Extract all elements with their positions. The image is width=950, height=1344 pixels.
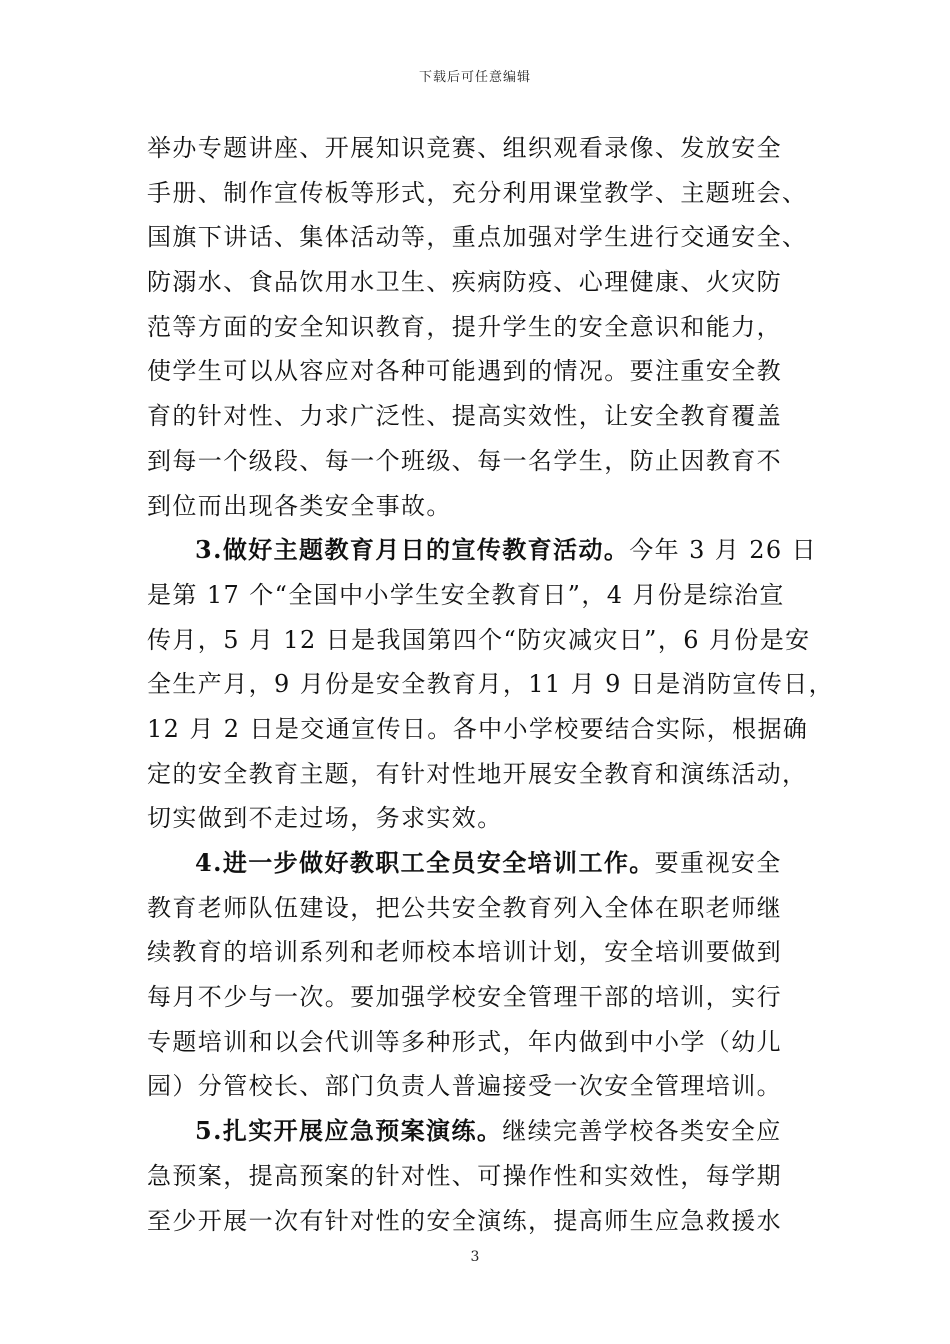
text-line: 全生产月，9 月份是安全教育月，11 月 9 日是消防宣传日， [147, 670, 834, 699]
section-heading: 3.做好主题教育月日的宣传教育活动。 [195, 535, 630, 565]
text-line: 到每一个级段、每一个班级、每一名学生，防止因教育不 [147, 446, 782, 475]
text-line: 到位而出现各类安全事故。 [147, 491, 452, 520]
text-line: 国旗下讲话、集体活动等，重点加强对学生进行交通安全、 [147, 223, 808, 252]
text-line: 防溺水、食品饮用水卫生、疾病防疫、心理健康、火灾防 [147, 268, 782, 297]
body-text [147, 126, 834, 1243]
section-text: 继续完善学校各类安全应 [502, 1117, 782, 1146]
text-line: 育的针对性、力求广泛性、提高实效性，让安全教育覆盖 [147, 402, 782, 431]
section-heading: 5.扎实开展应急预案演练。 [195, 1116, 503, 1146]
text-line: 教育老师队伍建设，把公共安全教育列入全体在职老师继 [147, 893, 782, 922]
text-line: 12 月 2 日是交通宣传日。各中小学校要结合实际，根据确 [147, 714, 809, 743]
text-line: 使学生可以从容应对各种可能遇到的情况。要注重安全教 [147, 357, 782, 386]
section-text: 今年 3 月 26 日 [629, 536, 817, 565]
text-line: 园）分管校长、部门负责人普遍接受一次安全管理培训。 [147, 1072, 782, 1101]
section-4-first-line [147, 841, 807, 886]
text-line: 每月不少与一次。要加强学校安全管理干部的培训，实行 [147, 983, 782, 1012]
text-line: 举办专题讲座、开展知识竞赛、组织观看录像、发放安全 [147, 134, 782, 162]
section-5-first-line [147, 1109, 807, 1154]
text-line: 急预案，提高预案的针对性、可操作性和实效性，每学期 [147, 1161, 782, 1190]
text-line: 至少开展一次有针对性的安全演练，提高师生应急救援水 [147, 1206, 782, 1235]
section-3-first-line [147, 528, 817, 573]
text-line: 专题培训和以会代训等多种形式，年内做到中小学（幼儿 [147, 1027, 782, 1056]
text-line: 是第 17 个“全国中小学生安全教育日”，4 月份是综治宣 [147, 580, 785, 609]
text-line: 切实做到不走过场，务求实效。 [147, 804, 503, 833]
text-line: 范等方面的安全知识教育，提升学生的安全意识和能力， [147, 312, 782, 341]
text-line: 定的安全教育主题，有针对性地开展安全教育和演练活动， [147, 759, 808, 788]
text-line: 手册、制作宣传板等形式，充分利用课堂教学、主题班会、 [147, 178, 808, 207]
text-line: 传月，5 月 12 日是我国第四个“防灾减灾日”，6 月份是安 [147, 625, 811, 654]
page-number: 3 [470, 1249, 480, 1265]
text-line: 续教育的培训系列和老师校本培训计划，安全培训要做到 [147, 938, 782, 967]
page-header: 下载后可任意编辑 [418, 70, 531, 85]
section-heading: 4.进一步做好教职工全员安全培训工作。 [195, 848, 655, 877]
section-text: 要重视安全 [654, 849, 782, 877]
